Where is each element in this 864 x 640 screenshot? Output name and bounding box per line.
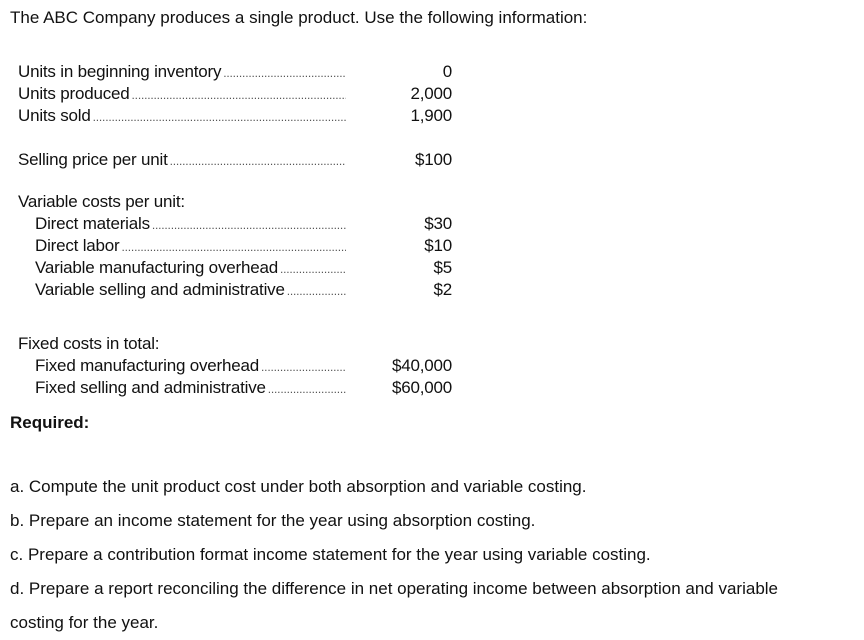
leader-dots <box>280 262 346 276</box>
units-sold-row <box>18 106 458 128</box>
question-c: c. Prepare a contribution format income statement for the year using variable costing. <box>10 545 651 564</box>
row-label: Fixed selling and administrative <box>35 378 266 397</box>
row-value: $30 <box>424 214 452 233</box>
section-heading: Variable costs per unit: <box>18 192 185 211</box>
row-value: $60,000 <box>391 378 452 397</box>
required-heading: Required: <box>10 413 90 432</box>
units-produced-row <box>18 84 458 106</box>
row-value: 0 <box>442 62 452 81</box>
leader-dots <box>268 382 346 396</box>
cost-data-table <box>18 62 458 400</box>
units-beginning-row <box>18 62 458 84</box>
row-label: Units sold <box>18 106 91 125</box>
fixed-mfg-overhead-row <box>18 356 458 378</box>
row-value: $10 <box>424 236 452 255</box>
leader-dots <box>93 110 346 124</box>
row-label: Variable manufacturing overhead <box>35 258 278 277</box>
row-label: Direct materials <box>35 214 150 233</box>
row-value: $40,000 <box>391 356 452 375</box>
row-label: Direct labor <box>35 236 120 255</box>
question-list <box>10 470 860 640</box>
leader-dots <box>223 66 346 80</box>
row-value: $2 <box>433 280 452 299</box>
variable-mfg-overhead-row <box>18 258 458 280</box>
row-value: $100 <box>414 150 452 169</box>
question-b: b. Prepare an income statement for the year using absorption costing. <box>10 511 536 530</box>
question-d-continued: costing for the year. <box>10 613 159 632</box>
intro-text: The ABC Company produces a single product. Use the following information: <box>10 8 588 27</box>
question-d: d. Prepare a report reconciling the difference in net operating income between absorption and variable <box>10 579 779 598</box>
direct-materials-row <box>18 214 458 236</box>
row-label: Units produced <box>18 84 130 103</box>
row-label: Fixed manufacturing overhead <box>35 356 260 375</box>
row-label: Selling price per unit <box>18 150 168 169</box>
row-label: Units in beginning inventory <box>18 62 222 81</box>
leader-dots <box>170 154 346 168</box>
direct-labor-row <box>18 236 458 258</box>
selling-price-row <box>18 150 458 172</box>
leader-dots <box>132 88 346 102</box>
variable-selling-admin-row <box>18 280 458 302</box>
section-heading: Fixed costs in total: <box>18 334 160 353</box>
leader-dots <box>287 284 346 298</box>
row-value: $5 <box>433 258 452 277</box>
row-label: Variable selling and administrative <box>35 280 285 299</box>
variable-costs-heading <box>18 192 458 214</box>
fixed-selling-admin-row <box>18 378 458 400</box>
question-a: a. Compute the unit product cost under both absorption and variable costing. <box>10 477 587 496</box>
leader-dots <box>261 360 346 374</box>
row-value: 2,000 <box>410 84 452 103</box>
row-value: 1,900 <box>410 106 452 125</box>
leader-dots <box>152 218 346 232</box>
fixed-costs-heading <box>18 334 458 356</box>
leader-dots <box>122 240 346 254</box>
